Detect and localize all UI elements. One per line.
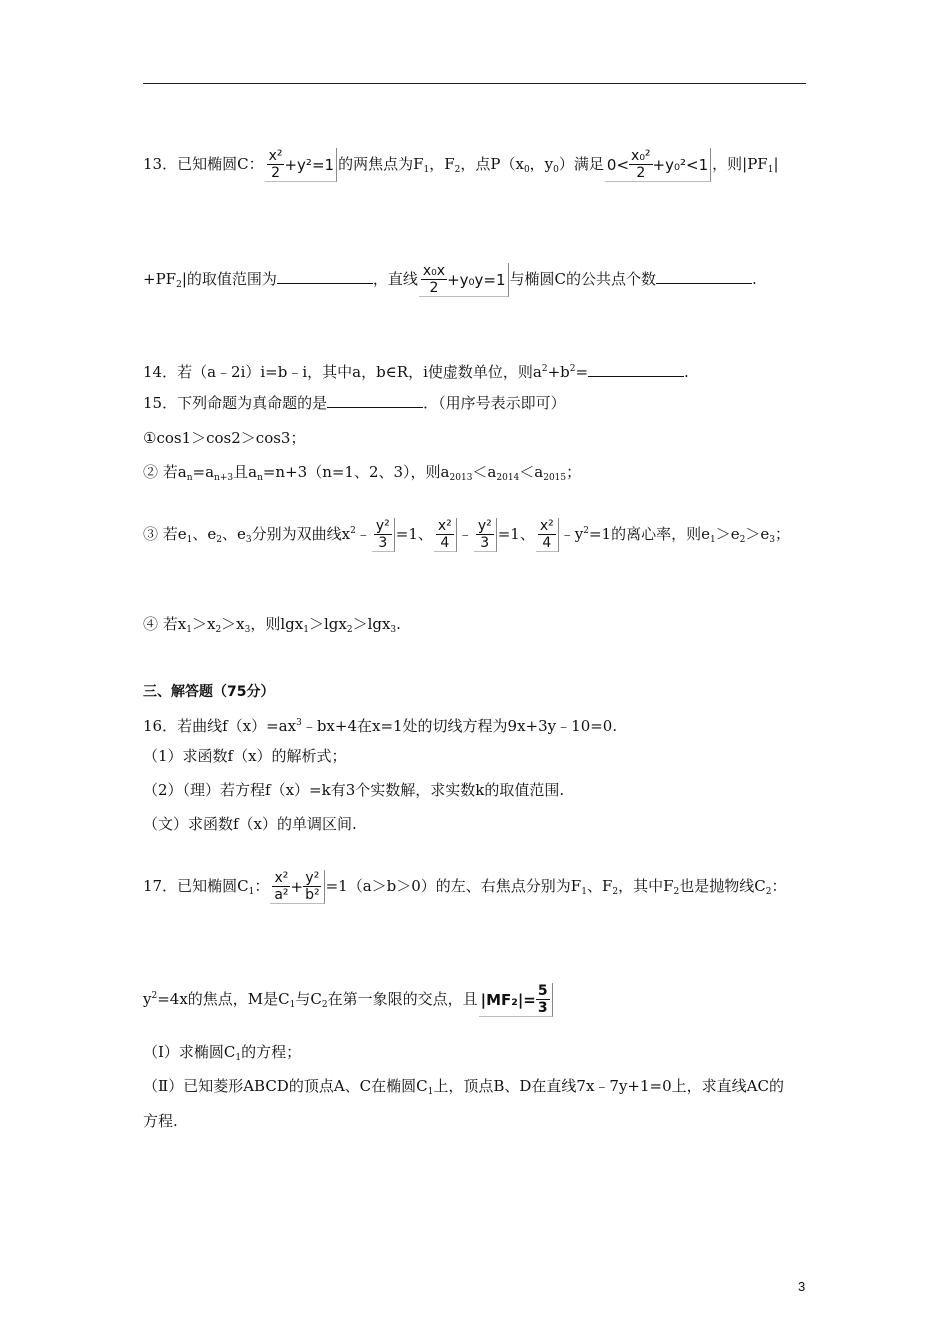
page-number: 3 xyxy=(798,1279,806,1294)
q15-text: ③ 若e xyxy=(143,525,187,543)
frac-num: y² xyxy=(305,870,320,886)
q17-text: 也是抛物线C xyxy=(679,877,766,895)
frac-den: 4 xyxy=(440,535,450,551)
q15-text: . xyxy=(396,615,401,633)
q15-text: ，则lgx xyxy=(250,615,304,633)
frac-num: y² xyxy=(375,518,390,534)
mf2-equation xyxy=(479,983,553,1017)
q15-text: ； xyxy=(566,463,582,481)
frac-num: 5 xyxy=(537,983,548,999)
q14-text: 14．若（a﹣2i）i=b﹣i，其中a，b∈R，i使虚数单位，则a xyxy=(143,363,542,381)
q15-text: ﹣ xyxy=(457,525,473,543)
q13-text: 与椭圆C的公共点个数 xyxy=(509,270,657,288)
q13-text: 的两焦点为F xyxy=(338,155,424,173)
mf-left: |MF₂|= xyxy=(480,990,536,1009)
answer-blank[interactable] xyxy=(656,269,752,284)
frac-num: y² xyxy=(477,518,492,534)
q17-text: 的方程； xyxy=(241,1043,302,1061)
q15-text: 分别为双曲线x xyxy=(251,525,351,543)
q15-text: 且a xyxy=(233,463,258,481)
frac-num: x² xyxy=(268,148,283,164)
q17-part2: （Ⅱ）已知菱形ABCD的顶点A、C在椭圆$C_1$上，顶点B、D在直线7x﹣7y+1=0上，求直线AC的 xyxy=(143,1077,784,1097)
q15-text: ＞e xyxy=(715,525,740,543)
q15-text: ＞e xyxy=(745,525,770,543)
frac-den: 2 xyxy=(429,280,439,296)
q15-text: ＞lgx xyxy=(352,615,391,633)
line-equation xyxy=(419,263,509,297)
fraction xyxy=(536,518,559,552)
q17-text: =4x的焦点，M是C xyxy=(157,990,290,1008)
q15-stem xyxy=(143,393,566,413)
q16-part1: （1）求函数f（x）的解析式； xyxy=(143,747,347,765)
frac-num: x₀x xyxy=(422,263,446,279)
q17-text: =1（a＞b＞0）的左、右焦点分别为F xyxy=(325,877,582,895)
answer-blank[interactable] xyxy=(327,393,423,408)
q15-text: =1的离心率，则e xyxy=(588,525,710,543)
q15-text: 15．下列命题为真命题的是 xyxy=(143,394,328,412)
q13-text: ，y xyxy=(529,155,554,173)
q15-text: =n+3（n=1、2、3），则a xyxy=(262,463,450,481)
q16-stem: 16．若曲线$f(x)=ax^3﹣bx+4$在x=1处的切线方程为9x+3y﹣10=0. xyxy=(143,717,618,735)
q15-text: ② 若a xyxy=(143,463,187,481)
q16-part3: （文）求函数f（x）的单调区间. xyxy=(143,815,357,833)
q13-line1: 13．已知椭圆C： $\frac{\text{x²}}{2}$ +y²=1 的两焦点为$F_1$，$F_2$，点$P(x_0$，$y_0$）满足 0< $\frac{\text{x₀²}}{2}$ +y₀²<1 ，则$|PF_1|$ xyxy=(143,148,779,181)
ineq-right: +y₀²<1 xyxy=(652,155,709,174)
q17-stem: 17．已知椭圆$C_1$： $\frac{\text{x²}}{\text{a²}}$ + $\frac{\text{y²}}{\text{b²}}$ =1（a＞b＞0）的左、右焦点分别为$F_1$、$F_2$，其中$F_2$也是抛物线$C_2$： xyxy=(143,870,787,903)
fraction xyxy=(474,518,497,552)
q15-text: ＜a xyxy=(519,463,544,481)
q17-text: ： xyxy=(254,877,270,895)
frac-den: 3 xyxy=(537,1000,548,1016)
q15-item2: ② 若$a_n=a_{n+3}$且$a_n=n+3(n=1$、2、3），则$a_{2013}<a_{2014}<a_{2015}$； xyxy=(143,463,582,483)
q13-text: 13．已知椭圆C： xyxy=(143,155,264,173)
q15-text: ＜a xyxy=(472,463,497,481)
q15-text: ＞lgx xyxy=(308,615,347,633)
q15-text: =1、 xyxy=(497,525,535,543)
q13-text: ，则|PF xyxy=(712,155,768,173)
ellipse-c1-equation: $\frac{\text{x²}}{\text{a²}}$ + $\frac{\text{y²}}{\text{b²}}$ xyxy=(270,870,324,904)
answer-blank[interactable] xyxy=(277,269,373,284)
condition-inequality xyxy=(605,148,711,182)
q17-line2: $y^2=4x$的焦点，M是$C_1$与$C_2$在第一象限的交点，且 |MF₂|= $\frac{5}{3}$ xyxy=(143,983,554,1017)
q15-text: 、e xyxy=(192,525,217,543)
q17-text: 、F xyxy=(586,877,613,895)
ellipse-equation xyxy=(265,148,337,182)
q14-text: = xyxy=(575,363,589,381)
section-heading: 三、解答题（75分） xyxy=(143,684,275,700)
q15-text: ＞x xyxy=(191,615,216,633)
frac-den: 2 xyxy=(271,165,280,181)
q15-text: ＞x xyxy=(221,615,245,633)
q16-text: 16．若曲线f（x）=ax xyxy=(143,717,297,735)
q17-part3: 方程. xyxy=(143,1112,178,1130)
q17-text: （Ⅰ）求椭圆C xyxy=(143,1043,236,1061)
frac-den: a² xyxy=(274,887,289,903)
q13-text: |的取值范围为 xyxy=(181,270,277,288)
frac-rest: +y²=1 xyxy=(284,155,335,174)
frac-num: x² xyxy=(539,518,554,534)
ineq-left: 0< xyxy=(606,155,630,174)
q17-text: 上，顶点B、D在直线7x﹣7y+1=0上，求直线AC的 xyxy=(433,1077,784,1095)
frac-num: x₀² xyxy=(631,148,651,164)
q15-item3: ③ 若$e_1$、$e_2$、$e_3$分别为双曲线$x^2﹣$ $\frac{\text{y²}}{3}$ =1、 $\frac{\text{x²}}{4}$ ﹣ $\frac{\text{y²}}{3}$ =1、 $\frac{\text{x²}}{4}$ $﹣y^2=1$的离心率，则$e_1>e_2>e_3$； xyxy=(143,518,790,551)
frac-num: x² xyxy=(274,870,289,886)
q15-text: =a xyxy=(192,463,215,481)
q13-text: ，点P（x xyxy=(460,155,524,173)
answer-blank[interactable] xyxy=(588,362,684,377)
q13-text: ，F xyxy=(429,155,455,173)
q13-text: +PF xyxy=(143,270,177,288)
q15-item1 xyxy=(143,428,305,448)
frac-den: 3 xyxy=(480,535,490,551)
q13-line2: $+PF_2|$的取值范围为 ，直线 $\frac{\text{x₀x}}{2}$ +y₀y=1 与椭圆C的公共点个数 . xyxy=(143,263,757,296)
q17-part1: （Ⅰ）求椭圆$C_1$的方程； xyxy=(143,1043,302,1063)
frac-den: 2 xyxy=(636,165,646,181)
fraction xyxy=(372,518,395,552)
frac-den: b² xyxy=(305,887,320,903)
q16-text: ﹣bx+4在x=1处的切线方程为9x+3y﹣10=0. xyxy=(301,717,618,735)
q16-part2: （2）（理）若方程f（x）=k有3个实数解，求实数k的取值范围. xyxy=(143,781,565,799)
q15-text: ④ 若x xyxy=(143,615,187,633)
q15-text: ； xyxy=(774,525,790,543)
q15-item4: ④ 若$x_1>x_2>x_3$，则lgx$_1$＞lgx$_2$＞lgx$_3$. xyxy=(143,615,401,635)
frac-den: 4 xyxy=(542,535,552,551)
q17-text: （Ⅱ）已知菱形ABCD的顶点A、C在椭圆C xyxy=(143,1077,428,1095)
q15-text: ．（用序号表示即可） xyxy=(423,394,566,412)
q14-text: . xyxy=(684,363,689,381)
q17-text: ，其中F xyxy=(618,877,674,895)
header-rule xyxy=(143,83,806,84)
q13-text: | xyxy=(773,155,779,173)
fraction xyxy=(434,518,457,552)
q14: 14．若（a﹣2i）i=b﹣i，其中a，b∈R，i使虚数单位，则$a^2+b^2=$ . xyxy=(143,363,689,381)
q17-text: 与C xyxy=(295,990,322,1008)
q15-text: ①cos1＞cos2＞cos3； xyxy=(143,429,306,447)
frac-rest: +y₀y=1 xyxy=(447,270,506,289)
q17-text: 17．已知椭圆C xyxy=(143,877,249,895)
q15-text: =1、 xyxy=(395,525,433,543)
q13-text: ）满足 xyxy=(558,155,604,173)
q13-text: . xyxy=(752,270,757,288)
frac-den: 3 xyxy=(378,535,388,551)
q15-text: 、e xyxy=(222,525,246,543)
frac-num: x² xyxy=(437,518,452,534)
q15-text: ﹣y xyxy=(559,525,584,543)
q15-text: ﹣ xyxy=(355,525,371,543)
q14-text: +b xyxy=(547,363,570,381)
q17-text: ： xyxy=(771,877,787,895)
q17-text: 在第一象限的交点，且 xyxy=(327,990,478,1008)
q13-text: ，直线 xyxy=(372,270,418,288)
q17-text: y xyxy=(143,990,152,1008)
